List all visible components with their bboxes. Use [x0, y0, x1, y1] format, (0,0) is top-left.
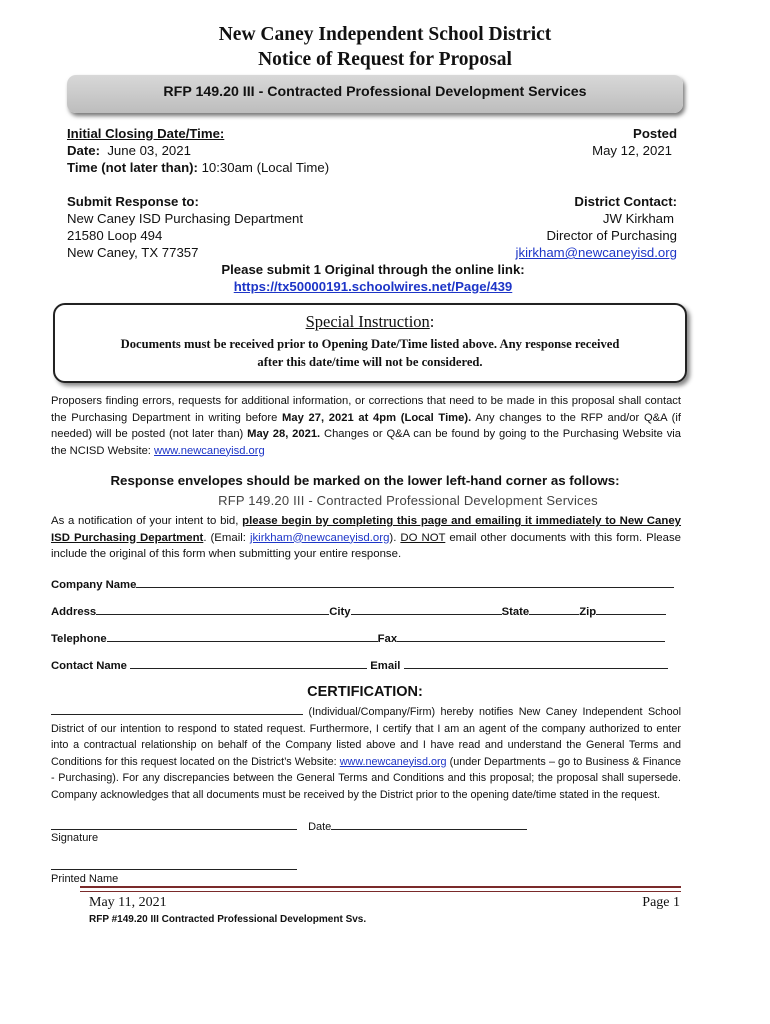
posted-date: May 12, 2021	[592, 143, 672, 158]
submit-line3: New Caney, TX 77357	[67, 245, 199, 260]
contact-email-link[interactable]: jkirkham@newcaneyisd.org	[515, 245, 677, 260]
address-field[interactable]	[96, 603, 329, 615]
closing-heading: Initial Closing Date/Time:	[67, 126, 225, 141]
signature-field[interactable]	[51, 818, 297, 830]
contact-name: JW Kirkham	[602, 211, 674, 226]
address-row: Address City State Zip	[51, 603, 679, 618]
closing-date: Date: June 03, 2021	[67, 143, 191, 158]
certification-paragraph: (Individual/Company/Firm) hereby notifies New Caney Independent School District of our intention to respond to stated request. Furthermore, I certify that I am an agent of the company authorized to enter into a contractual relationship on behalf of the Company listed above and I have read and understand the General Terms and Conditions for this request located on the District’s Website: www.newcaneyisd.org (under Departments – go to Business & Finance - Purchasing). For any discrepancies between the General Terms and Conditions and this proposal; the proposal shall supersede. Company acknowledges that all documents must be received by the District prior to the opening date/time stated in the request.	[51, 703, 681, 803]
notify-email-link[interactable]: jkirkham@newcaneyisd.org	[249, 531, 390, 544]
notice-title: Notice of Request for Proposal	[258, 49, 512, 70]
contact-name-field[interactable]	[130, 657, 367, 669]
contact-title: Director of Purchasing	[546, 228, 677, 243]
telephone-row: Telephone Fax	[51, 630, 679, 645]
signature-label: Signature	[51, 832, 99, 844]
website-link[interactable]: www.newcaneyisd.org	[154, 444, 265, 457]
telephone-field[interactable]	[107, 630, 378, 642]
envelope-rfp: RFP 149.20 III - Contracted Professional Development Services	[218, 493, 598, 508]
district-title: New Caney Independent School District	[218, 24, 552, 45]
footer-ref: RFP #149.20 III Contracted Professional Development Svs.	[89, 914, 367, 925]
online-instruction: Please submit 1 Original through the online link:	[221, 262, 525, 277]
certification-heading: CERTIFICATION:	[307, 684, 423, 700]
submit-heading: Submit Response to:	[67, 194, 199, 209]
company-name-row: Company Name	[51, 576, 679, 591]
email-field[interactable]	[404, 657, 668, 669]
special-line2: after this date/time will not be considered.	[257, 355, 483, 369]
online-link[interactable]: https://tx50000191.schoolwires.net/Page/439	[233, 279, 513, 294]
printed-name-label: Printed Name	[51, 873, 119, 885]
posted-label: Posted	[633, 126, 677, 141]
special-heading: Special Instruction:	[305, 312, 435, 331]
proposers-paragraph: Proposers finding errors, requests for additional information, or corrections that need to be made in this proposal shall contact the Purchasing Department in writing before May 27, 2021 at 4pm (Local Time). Any changes to the RFP and/or Q&A (if needed) will be posted (not later than) May 28, 2021. Changes or Q&A can be found by going to the Purchasing Website via the NCISD Website: www.newcaneyisd.org	[51, 395, 681, 457]
special-line1: Documents must be received prior to Opening Date/Time listed above. Any response received	[120, 337, 620, 351]
envelope-heading: Response envelopes should be marked on the lower left-hand corner as follows:	[110, 473, 620, 488]
date-field[interactable]	[331, 818, 527, 830]
fax-field[interactable]	[397, 630, 665, 642]
rfp-banner: RFP 149.20 III - Contracted Professional Development Services	[67, 75, 683, 113]
printed-name-field[interactable]	[51, 858, 297, 870]
state-field[interactable]	[529, 603, 579, 615]
footer-rule-thin	[80, 891, 681, 892]
zip-field[interactable]	[596, 603, 666, 615]
submit-line2: 21580 Loop 494	[67, 228, 163, 243]
footer-date: May 11, 2021	[89, 895, 167, 910]
contact-heading: District Contact:	[574, 194, 677, 209]
page-number: Page 1	[642, 895, 680, 910]
signature-date-row: Date	[51, 818, 527, 833]
contact-row: Contact Name Email	[51, 657, 679, 672]
notify-paragraph: As a notification of your intent to bid, please begin by completing this page and emailing it immediately to New Caney ISD Purchasing Department. (Email: jkirkham@newcaneyisd.org). DO NOT email other documents with this form. Please include the original of this form when submitting your entire response.	[51, 515, 682, 560]
city-field[interactable]	[351, 603, 502, 615]
cert-website-link[interactable]: www.newcaneyisd.org	[339, 755, 447, 768]
company-cert-field[interactable]	[51, 703, 303, 715]
submit-line1: New Caney ISD Purchasing Department	[67, 211, 304, 226]
footer-rule	[80, 886, 681, 888]
company-name-field[interactable]	[136, 576, 674, 588]
closing-time: Time (not later than): 10:30am (Local Time)	[67, 160, 330, 175]
